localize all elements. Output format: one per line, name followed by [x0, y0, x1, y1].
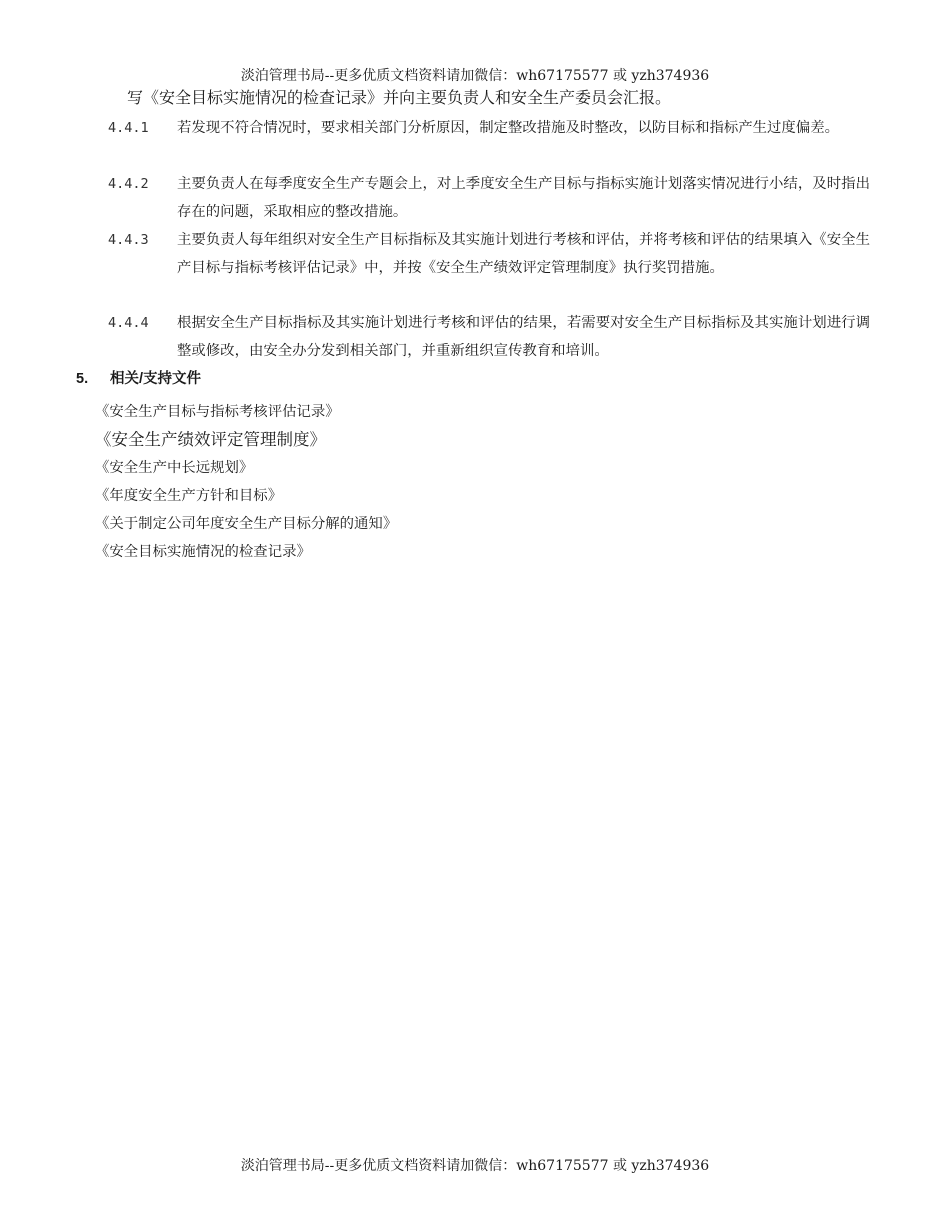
continued-paragraph: 写《安全目标实施情况的检查记录》并向主要负责人和安全生产委员会汇报。 — [127, 88, 672, 107]
clause-number: 4.4.4 — [108, 315, 149, 331]
clause-number: 4.4.3 — [108, 232, 149, 248]
clause-4-4-1 — [108, 114, 870, 142]
document-reference: 《安全生产中长远规划》 — [95, 460, 254, 476]
related-documents-list — [95, 398, 397, 566]
section-title: 相关/支持文件 — [110, 371, 202, 387]
section-number: 5. — [76, 371, 89, 387]
document-reference: 《年度安全生产方针和目标》 — [95, 488, 283, 504]
clause-4-4-2 — [108, 170, 870, 226]
document-reference: 《关于制定公司年度安全生产目标分解的通知》 — [95, 516, 398, 532]
clause-text: 若发现不符合情况时，要求相关部门分析原因，制定整改措施及时整改，以防目标和指标产生过度偏差。 — [177, 120, 839, 136]
page-header: 淡泊管理书局--更多优质文档资料请加微信：wh67175577 或 yzh374936 — [240, 68, 710, 84]
page-footer: 淡泊管理书局--更多优质文档资料请加微信：wh67175577 或 yzh374936 — [240, 1158, 710, 1174]
clause-text: 根据安全生产目标指标及其实施计划进行考核和评估的结果，若需要对安全生产目标指标及其实施计划进行调整或修改，由安全办分发到相关部门，并重新组织宣传教育和培训。 — [177, 315, 870, 359]
clause-4-4-3 — [108, 226, 870, 282]
clause-4-4-4 — [108, 309, 870, 365]
document-reference: 《安全目标实施情况的检查记录》 — [95, 544, 311, 560]
document-reference: 《安全生产绩效评定管理制度》 — [95, 430, 326, 449]
clause-text: 主要负责人每年组织对安全生产目标指标及其实施计划进行考核和评估，并将考核和评估的结果填入《安全生产目标与指标考核评估记录》中，并按《安全生产绩效评定管理制度》执行奖罚措施。 — [177, 232, 870, 276]
section-heading — [76, 369, 201, 389]
clause-text: 主要负责人在每季度安全生产专题会上，对上季度安全生产目标与指标实施计划落实情况进行小结，及时指出存在的问题，采取相应的整改措施。 — [177, 176, 870, 220]
document-reference: 《安全生产目标与指标考核评估记录》 — [95, 404, 340, 420]
clause-number: 4.4.1 — [108, 120, 149, 136]
clause-number: 4.4.2 — [108, 176, 149, 192]
